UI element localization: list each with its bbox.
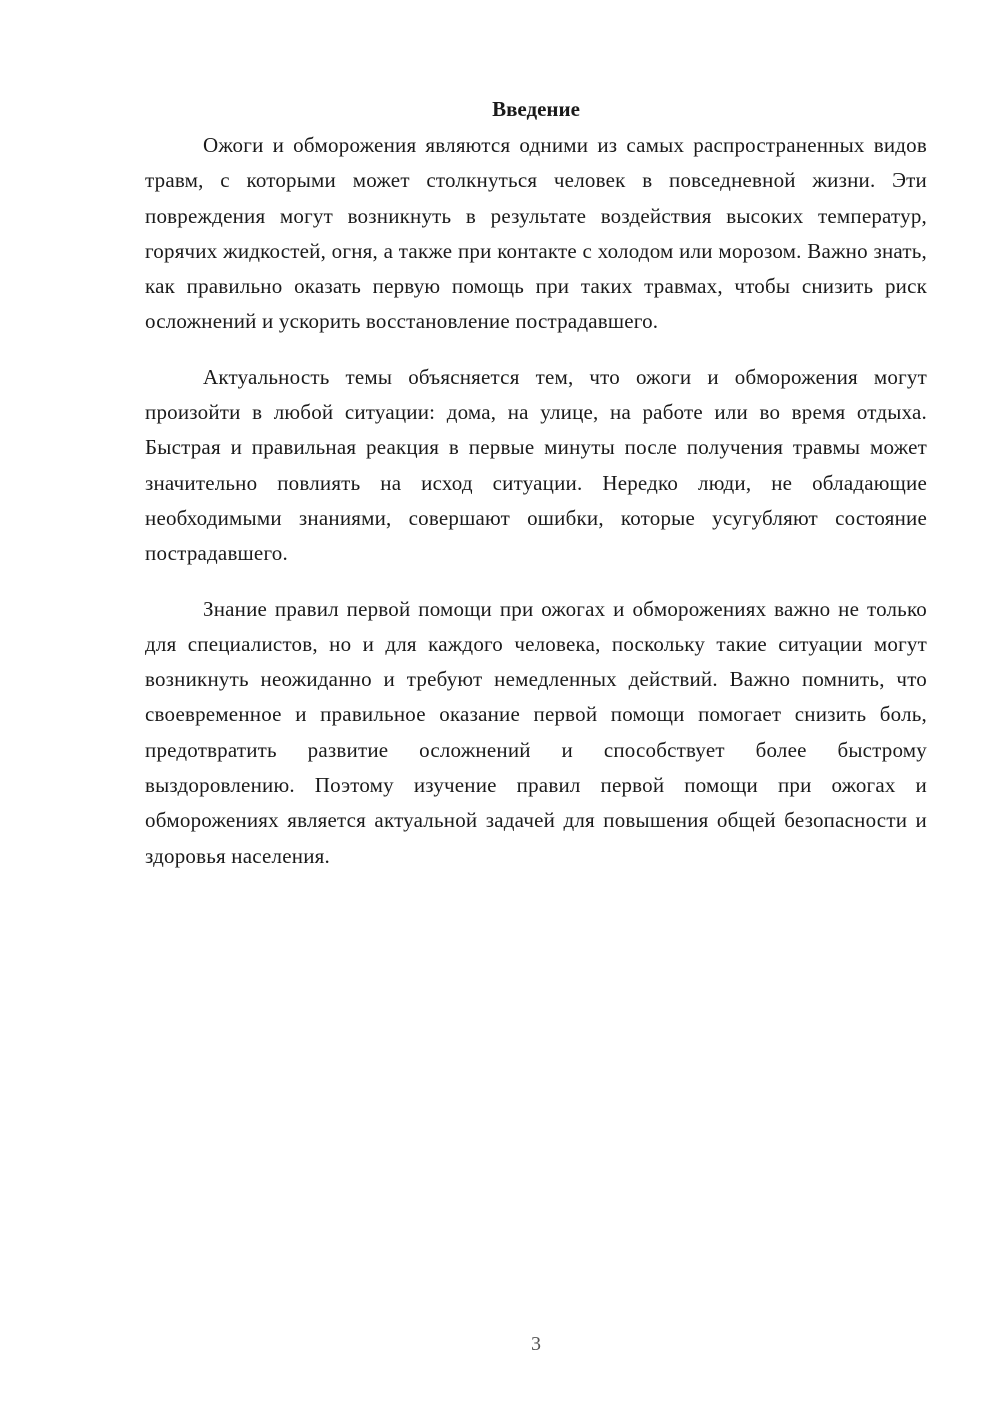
paragraph-1: Ожоги и обморожения являются одними из самых распространенных видов травм, с которыми может столкнуться человек в повседневной жизни. Эти повреждения могут возникнуть в результате воздействия высоких температур, горячих жидкостей, огня, а также при контакте с холодом или морозом. Важно знать, как правильно оказать первую помощь при таких травмах, чтобы снизить риск осложнений и ускорить восстановление пострадавшего.: [145, 133, 927, 334]
page-number: 3: [531, 1333, 541, 1355]
paragraph-3: Знание правил первой помощи при ожогах и обморожениях важно не только для специалистов, но и для каждого человека, поскольку такие ситуации могут возникнуть неожиданно и требуют немедленных действий. Важно помнить, что своевременное и правильное оказание первой помощи помогает снизить боль, предотвратить развитие осложнений и способствует более быстрому выздоровлению. Поэтому изучение правил первой помощи при ожогах и обморожениях является актуальной задачей для повышения общей безопасности и здоровья населения.: [145, 596, 927, 868]
section-title: Введение: [492, 97, 580, 121]
paragraph-2: Актуальность темы объясняется тем, что ожоги и обморожения могут произойти в любой ситуации: дома, на улице, на работе или во время отдыха. Быстрая и правильная реакция в первые минуты после получения травмы может значительно повлиять на исход ситуации. Нередко люди, не обладающие необходимыми знаниями, совершают ошибки, которые усугубляют состояние пострадавшего.: [145, 364, 927, 566]
page-content: [145, 92, 927, 894]
